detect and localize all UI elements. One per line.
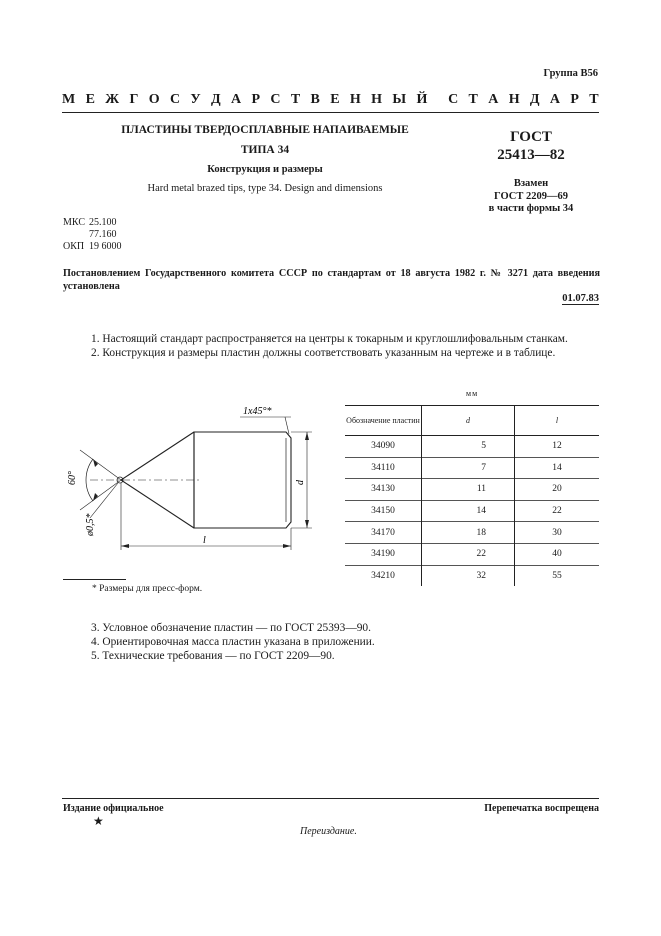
document-title: ПЛАСТИНЫ ТВЕРДОСПЛАВНЫЕ НАПАИВАЕМЫЕ — [121, 124, 409, 136]
group-code: Группа В56 — [543, 68, 598, 79]
banner-letter: Ы — [392, 92, 407, 107]
cell-designation: 34090 — [345, 436, 422, 458]
replace-label: Взамен — [513, 178, 549, 189]
banner-letter: О — [148, 92, 160, 107]
header-rule — [62, 112, 599, 113]
cell-d: 32 — [422, 565, 515, 586]
cell-l: 30 — [515, 522, 600, 544]
banner-letter: М — [62, 92, 76, 107]
classification-codes — [63, 217, 125, 253]
cell-designation: 34210 — [345, 565, 422, 586]
tip-drawing — [60, 398, 330, 558]
banner-letter: А — [231, 92, 242, 107]
footnote-rule — [63, 579, 126, 580]
banner-letter: С — [270, 92, 281, 107]
table-row — [345, 543, 599, 565]
gost-label: ГОСТ — [510, 129, 552, 145]
radius-label: ø0,5* — [85, 513, 96, 536]
table-header-row — [345, 405, 599, 436]
replace-part: в части формы 34 — [488, 203, 574, 214]
chamfer-label: 1x45°* — [243, 406, 272, 417]
banner-letter: Д — [211, 92, 221, 107]
paragraph-2: 2. Конструкция и размеры пластин должны соответствовать указанным на чертеже и в таблице. — [91, 347, 556, 359]
official-edition: Издание официальное — [63, 803, 164, 814]
effective-date: 01.07.83 — [562, 293, 599, 304]
gost-number-block — [471, 128, 591, 164]
table-row — [345, 457, 599, 479]
replace-doc: ГОСТ 2209—69 — [494, 190, 568, 202]
cell-l: 55 — [515, 565, 600, 586]
banner-letter: Т — [468, 92, 478, 107]
banner-letter: С — [169, 92, 181, 107]
banner-letter: Т — [589, 92, 599, 107]
cell-l: 14 — [515, 457, 600, 479]
banner-letter: Н — [371, 92, 383, 107]
cell-designation: 34130 — [345, 479, 422, 501]
banner-letter: Ж — [105, 92, 120, 107]
banner-letter: Р — [251, 92, 261, 107]
banner-letter: Н — [508, 92, 520, 107]
english-title: Hard metal brazed tips, type 34. Design and dimensions — [147, 183, 383, 194]
banner-letter: А — [549, 92, 561, 107]
footnote: * Размеры для пресс-форм. — [92, 584, 203, 594]
decree-text: Постановлением Государственного комитета СССР по стандартам от 18 августа 1982 г. № 3271 дата введения установлена — [63, 268, 600, 292]
code-row: 77.160 — [88, 229, 117, 240]
cell-d: 14 — [422, 500, 515, 522]
footer-rule — [62, 798, 599, 799]
code-row: ОКП 19 6000 — [63, 241, 122, 252]
banner-letter: Е — [85, 92, 95, 107]
banner-letter: Т — [290, 92, 301, 107]
cell-d: 22 — [422, 543, 515, 565]
banner-letter: Й — [416, 92, 428, 107]
document-type: ТИПА 34 — [240, 144, 290, 156]
table-row — [345, 500, 599, 522]
banner-letter: С — [448, 92, 459, 107]
list-item: 5. Технические требования — по ГОСТ 2209—90. — [91, 650, 335, 662]
reissue-note: Переиздание. — [300, 826, 357, 837]
table-row — [345, 522, 599, 544]
header-d: d — [422, 405, 515, 436]
gost-number: 25413—82 — [497, 147, 565, 163]
cell-l: 40 — [515, 543, 600, 565]
reprint-notice: Перепечатка воспрещена — [484, 803, 599, 814]
banner-letter: А — [488, 92, 499, 107]
table-row — [345, 479, 599, 501]
cell-d: 11 — [422, 479, 515, 501]
banner-letter: У — [190, 92, 201, 107]
banner-letter: Г — [129, 92, 139, 107]
banner-letter: Е — [330, 92, 340, 107]
standard-banner — [62, 92, 599, 108]
star-icon: ★ — [93, 814, 104, 828]
cell-l: 12 — [515, 436, 600, 458]
paragraph-1: 1. Настоящий стандарт распространяется на центры к токарным и круглошлифовальным станкам. — [91, 333, 568, 345]
dimensions-table — [345, 405, 599, 586]
banner-letter: В — [310, 92, 320, 107]
list-item: 4. Ориентировочная масса пластин указана в приложении. — [91, 636, 375, 648]
header-l: l — [515, 405, 600, 436]
banner-letter: Д — [529, 92, 540, 107]
cell-d: 7 — [422, 457, 515, 479]
document-subtitle: Конструкция и размеры — [207, 164, 323, 175]
list-item: 3. Условное обозначение пластин — по ГОСТ 25393—90. — [91, 622, 371, 634]
cell-designation: 34110 — [345, 457, 422, 479]
unit-label: мм — [466, 389, 479, 398]
cell-l: 20 — [515, 479, 600, 501]
table-row — [345, 436, 599, 458]
cell-d: 5 — [422, 436, 515, 458]
code-row: МКС 25.100 — [63, 217, 117, 228]
cell-designation: 34170 — [345, 522, 422, 544]
banner-letter: Р — [570, 92, 579, 107]
cell-designation: 34150 — [345, 500, 422, 522]
cell-designation: 34190 — [345, 543, 422, 565]
cell-l: 22 — [515, 500, 600, 522]
length-label: l — [203, 535, 206, 546]
table-row — [345, 565, 599, 586]
angle-label: 60° — [67, 471, 78, 485]
header-designation: Обозначение пластин — [345, 405, 422, 436]
banner-letter: Н — [349, 92, 361, 107]
replacement-block — [461, 178, 601, 216]
cell-d: 18 — [422, 522, 515, 544]
diameter-label: d — [295, 480, 306, 485]
